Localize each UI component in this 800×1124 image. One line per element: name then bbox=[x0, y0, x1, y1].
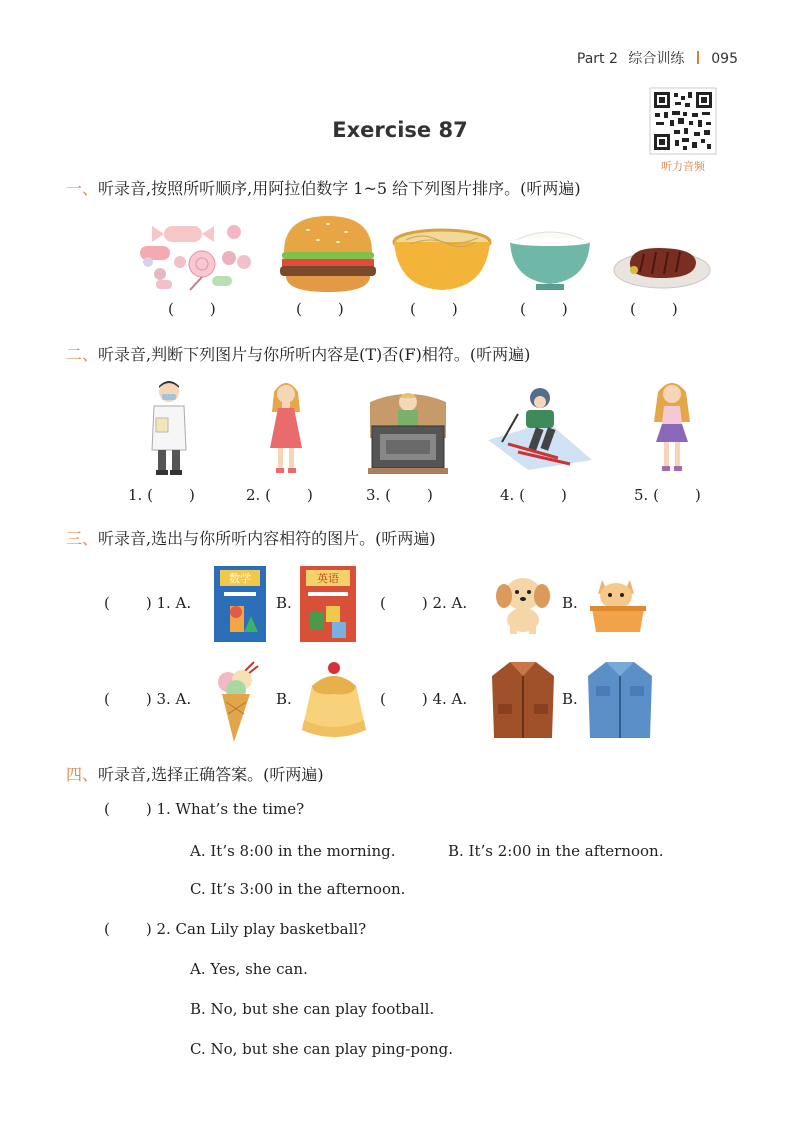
section3-heading bbox=[66, 526, 436, 549]
tf-answer-3[interactable]: 3. ( ) bbox=[366, 486, 433, 504]
girl-in-dress-image bbox=[264, 378, 308, 478]
question-1[interactable]: ( ) 1. What’s the time? bbox=[104, 800, 305, 818]
girl-in-purple-image bbox=[650, 378, 694, 478]
section4-instruction: 听录音,选择正确答案。(听两遍) bbox=[98, 765, 324, 784]
hamburger-image bbox=[278, 214, 378, 294]
q2-option-c: C. No, but she can play ping-pong. bbox=[190, 1040, 453, 1058]
section2-instruction: 听录音,判断下列图片与你所听内容是(T)否(F)相符。(听两遍) bbox=[98, 345, 531, 364]
q1-option-b: B. It’s 2:00 in the afternoon. bbox=[448, 842, 664, 860]
candy-image bbox=[134, 218, 260, 292]
steak-image bbox=[612, 240, 712, 290]
tf-label: 3. bbox=[366, 486, 381, 504]
brown-jacket-image bbox=[490, 660, 556, 740]
math-book-label: 数学 bbox=[229, 572, 251, 585]
choice-item-3[interactable]: ( ) 3. A. bbox=[104, 690, 192, 708]
denim-jacket-image bbox=[586, 660, 654, 740]
q1-option-c: C. It’s 3:00 in the afternoon. bbox=[190, 880, 406, 898]
header-divider bbox=[697, 51, 699, 64]
answer-bracket[interactable]: ( ) bbox=[410, 300, 458, 318]
answer-bracket[interactable]: ( ) bbox=[630, 300, 678, 318]
section4-number: 四、 bbox=[66, 765, 99, 784]
question-2[interactable]: ( ) 2. Can Lily play basketball? bbox=[104, 920, 367, 938]
english-book-image bbox=[300, 566, 356, 642]
item-number: ) 2. A. bbox=[421, 594, 468, 612]
tf-label: 5. bbox=[634, 486, 649, 504]
choice-item-2[interactable]: ( ) 2. A. bbox=[380, 594, 468, 612]
kitten-in-box-image bbox=[588, 572, 648, 634]
math-book-image bbox=[214, 566, 266, 642]
section1-number: 一、 bbox=[66, 179, 99, 198]
rice-image bbox=[506, 222, 594, 294]
choice-item-1[interactable]: ( ) 1. A. bbox=[104, 594, 192, 612]
section4-heading bbox=[66, 762, 324, 785]
section3-instruction: 听录音,选出与你所听内容相符的图片。(听两遍) bbox=[98, 529, 436, 548]
tf-label: 1. bbox=[128, 486, 143, 504]
item-number: ) 4. A. bbox=[421, 690, 468, 708]
part-label: Part 2 bbox=[576, 51, 618, 67]
boy-watching-tv-image bbox=[366, 382, 450, 478]
english-book-label: 英语 bbox=[317, 572, 339, 585]
question-2-stem: ) 2. Can Lily play basketball? bbox=[145, 920, 367, 938]
section2-number: 二、 bbox=[66, 345, 99, 364]
ice-cream-cone-image bbox=[214, 662, 258, 742]
tf-answer-5[interactable]: 5. ( ) bbox=[634, 486, 701, 504]
page-title: Exercise 87 bbox=[332, 118, 468, 142]
skiing-boy-image bbox=[488, 384, 592, 474]
q2-option-a: A. Yes, she can. bbox=[190, 960, 308, 978]
choice-item-4[interactable]: ( ) 4. A. bbox=[380, 690, 468, 708]
option-b-label: B. bbox=[562, 594, 578, 612]
section3-number: 三、 bbox=[66, 529, 99, 548]
section-label: 综合训练 bbox=[628, 51, 685, 67]
tf-answer-4[interactable]: 4. ( ) bbox=[500, 486, 567, 504]
option-b-label: B. bbox=[276, 594, 292, 612]
puppy-image bbox=[494, 572, 552, 634]
section2-heading bbox=[66, 342, 530, 365]
qr-label: 听力音频 bbox=[661, 160, 705, 173]
answer-bracket[interactable]: ( ) bbox=[168, 300, 216, 318]
tf-answer-1[interactable]: 1. ( ) bbox=[128, 486, 195, 504]
answer-bracket[interactable]: ( ) bbox=[296, 300, 344, 318]
tf-answer-2[interactable]: 2. ( ) bbox=[246, 486, 313, 504]
page-header bbox=[577, 48, 738, 68]
option-b-label: B. bbox=[562, 690, 578, 708]
item-number: ) 3. A. bbox=[145, 690, 192, 708]
q2-option-b: B. No, but she can play football. bbox=[190, 1000, 435, 1018]
pudding-image bbox=[298, 660, 370, 740]
option-b-label: B. bbox=[276, 690, 292, 708]
item-number: ) 1. A. bbox=[145, 594, 192, 612]
doctor-image bbox=[146, 378, 192, 478]
question-1-stem: ) 1. What’s the time? bbox=[145, 800, 305, 818]
noodles-image bbox=[392, 228, 492, 294]
page-number: 095 bbox=[711, 51, 738, 67]
tf-label: 4. bbox=[500, 486, 515, 504]
q1-option-a: A. It’s 8:00 in the morning. bbox=[190, 842, 396, 860]
tf-label: 2. bbox=[246, 486, 261, 504]
section1-heading bbox=[66, 176, 581, 199]
section1-instruction: 听录音,按照所听顺序,用阿拉伯数字 1~5 给下列图片排序。(听两遍) bbox=[98, 179, 581, 198]
answer-bracket[interactable]: ( ) bbox=[520, 300, 568, 318]
